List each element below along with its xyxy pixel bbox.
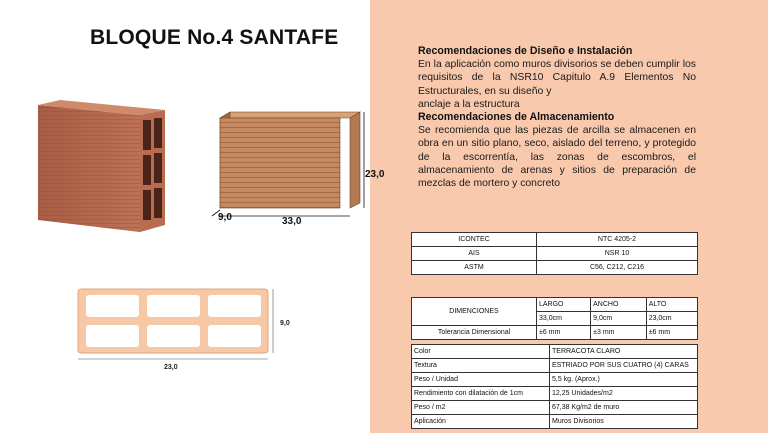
tolerance-largo: ±6 mm (537, 326, 591, 340)
property-label: Peso / Unidad (412, 373, 550, 387)
dim-3d-length: 33,0 (282, 216, 302, 227)
table-row (412, 387, 698, 401)
header-ancho: ANCHO (591, 298, 647, 312)
brick-photo (30, 100, 180, 240)
tolerance-label: Tolerancia Dimensional (412, 326, 537, 340)
properties-table (411, 344, 698, 429)
dim-2d-length: 23,0 (164, 364, 178, 371)
dimensions-label: DIMENCIONES (412, 298, 537, 326)
table-row (412, 298, 698, 312)
table-row (412, 326, 698, 340)
standard-label: ICONTEC (412, 233, 537, 247)
storage-heading: Recomendaciones de Almacenamiento (418, 111, 615, 124)
standard-label: AIS (412, 247, 537, 261)
dim-3d-width: 9,0 (218, 212, 232, 223)
table-row (412, 261, 698, 275)
brick-3d-drawing (210, 108, 368, 226)
standard-value: NSR 10 (537, 247, 698, 261)
table-row (412, 359, 698, 373)
table-row (412, 233, 698, 247)
property-label: Color (412, 345, 550, 359)
table-row (412, 415, 698, 429)
table-row (412, 247, 698, 261)
property-label: Peso / m2 (412, 401, 550, 415)
property-label: Rendimiento con dilatación de 1cm (412, 387, 550, 401)
value-ancho: 9,0cm (591, 312, 647, 326)
header-largo: LARGO (537, 298, 591, 312)
property-value: 5,5 kg. (Aprox.) (550, 373, 698, 387)
value-largo: 33,0cm (537, 312, 591, 326)
design-heading: Recomendaciones de Diseño e Instalación (418, 45, 633, 57)
value-alto: 23,0cm (646, 312, 697, 326)
standard-label: ASTM (412, 261, 537, 275)
property-label: Aplicación (412, 415, 550, 429)
standard-value: C56, C212, C216 (537, 261, 698, 275)
standard-value: NTC 4205-2 (537, 233, 698, 247)
property-value: Muros Divisorios (550, 415, 698, 429)
table-row (412, 373, 698, 387)
property-value: ESTRIADO POR SUS CUATRO (4) CARAS (550, 359, 698, 373)
tolerance-alto: ±6 mm (646, 326, 697, 340)
property-value: 12,25 Unidades/m2 (550, 387, 698, 401)
page-title: BLOQUE No.4 SANTAFE (90, 26, 339, 49)
dim-3d-height: 23,0 (365, 169, 385, 180)
recommendations (418, 45, 696, 190)
design-text: En la aplicación como muros divisorios se deben cumplir los requisitos de la NSR10 Capitulo A.9 Elementos No Estructurales, en su diseño y (418, 59, 696, 97)
dim-2d-height: 9,0 (280, 320, 290, 327)
table-row (412, 345, 698, 359)
table-row (412, 401, 698, 415)
dimensions-table (411, 297, 698, 340)
storage-text: Se recomienda que las piezas de arcilla se almacenen en obra en un sitio plano, seco, aislado del terreno, y protegido de la escorrentía, las zonas de escombros, el almacenamiento de arenas y sitios de preparación de mezclas de mortero y concreto (418, 125, 696, 190)
standards-table (411, 232, 698, 275)
design-text-2: anclaje a la estructura (418, 98, 520, 110)
tolerance-ancho: ±3 mm (591, 326, 647, 340)
property-label: Textura (412, 359, 550, 373)
property-value: TERRACOTA CLARO (550, 345, 698, 359)
header-alto: ALTO (646, 298, 697, 312)
brick-section-drawing (68, 285, 278, 365)
property-value: 67,38 Kg/m2 de muro (550, 401, 698, 415)
